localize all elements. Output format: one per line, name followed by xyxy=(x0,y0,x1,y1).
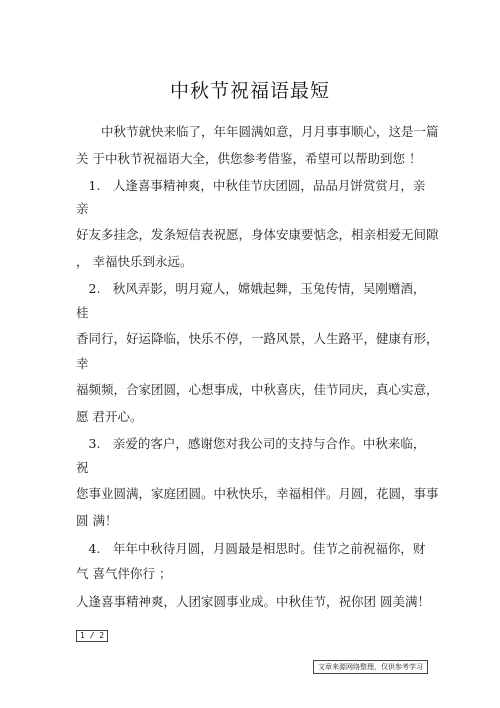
footer-note: 文章来源网络整理，仅供参考学习 xyxy=(313,660,428,674)
text-line: 圆 满！ xyxy=(76,513,118,528)
text-line: 桂 xyxy=(76,305,89,320)
text-line: 中秋节就快来临了，年年圆满如意，月月事事顺心，这是一篇 xyxy=(76,124,439,139)
text-line: ， 幸福快乐到永远。 xyxy=(76,254,193,269)
document-title: 中秋节祝福语最短 xyxy=(169,80,330,102)
text-line: 2. 秋风弄影，明月窥人，嫦娥起舞，玉兔传情，吴刚赠酒， xyxy=(76,281,426,296)
text-line: 愿 君开心。 xyxy=(76,409,143,424)
text-line: 祝 xyxy=(76,460,89,475)
text-line: 1. 人逢喜事精神爽，中秋佳节庆团圆，品品月饼赏赏月，亲 xyxy=(76,178,426,193)
page-number: 1 / 2 xyxy=(76,630,108,642)
text-line: 幸 xyxy=(76,356,89,371)
text-line: 关 于中秋节祝福语大全，供您参考借鉴，希望可以帮助到您 ！ xyxy=(76,151,422,166)
text-line: 气 喜气伴你行 ； xyxy=(76,566,172,581)
text-line: 香同行，好运降临，快乐不停，一路风景，人生路平，健康有形， xyxy=(76,331,439,346)
text-line: 好友多挂念，发条短信表祝愿，身体安康要惦念，相亲相爱无间隙 xyxy=(76,227,439,242)
text-line: 亲 xyxy=(76,201,89,216)
text-line: 4. 年年中秋待月圆，月圆最是相思时。佳节之前祝福你，财 xyxy=(76,541,426,556)
text-line: 人逢喜事精神爽，人团家圆事业成。中秋佳节，祝你团 圆美满！ xyxy=(76,594,430,609)
text-line: 3. 亲爱的客户，感谢您对我公司的支持与合作。中秋来临， xyxy=(76,436,426,451)
text-line: 福频频，合家团圆，心想事成，中秋喜庆，佳节同庆，真心实意， xyxy=(76,382,439,397)
text-line: 您事业圆满，家庭团圆。中秋快乐，幸福相伴。月圆，花圆，事事 xyxy=(76,486,439,501)
